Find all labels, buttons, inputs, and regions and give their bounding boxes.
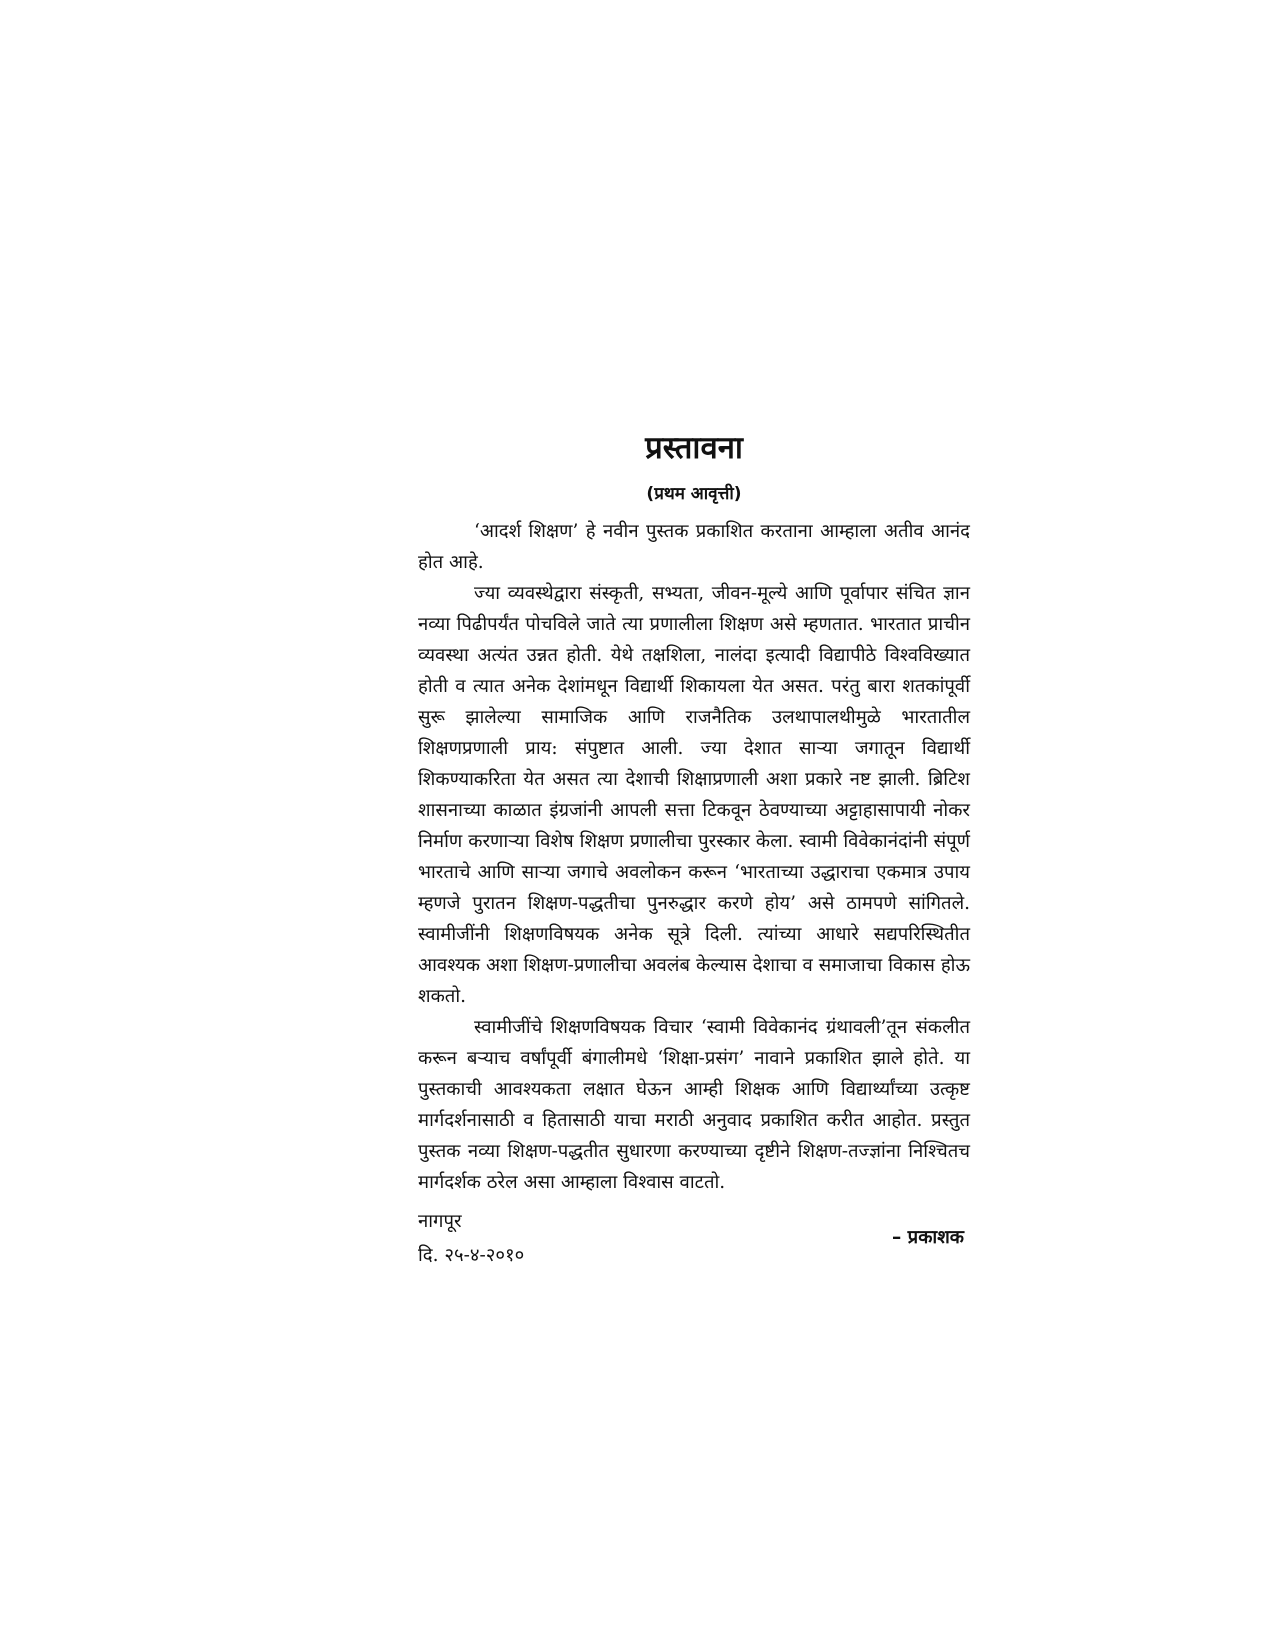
body-text <box>418 516 970 1198</box>
publisher-signature: – प्रकाशक <box>891 1227 964 1248</box>
date-label: दि. २५-४-२०१० <box>418 1245 525 1266</box>
page-title: प्रस्तावना <box>645 430 743 466</box>
edition-subtitle: (प्रथम आवृत्ती) <box>646 484 742 504</box>
paragraph-3: स्वामीजींचे शिक्षणविषयक विचार ‘स्वामी विवेकानंद ग्रंथावली’तून संकलीत करून बऱ्याच वर्षांपूर्वी बंगालीमधे ‘शिक्षा-प्रसंग’ नावाने प्रकाशित झाले होते. या पुस्तकाची आवश्यकता लक्षात घेऊन आम्ही शिक्षक आणि विद्यार्थ्यांच्या उत्कृष्ट मार्गदर्शनासाठी व हितासाठी याचा मराठी अनुवाद प्रकाशित करीत आहोत. प्रस्तुत पुस्तक नव्या शिक्षण-पद्धतीत सुधारणा करण्याच्या दृष्टीने शिक्षण-तज्ज्ञांना निश्चितच मार्गदर्शक ठरेल असा आम्हाला विश्वास वाटतो. <box>418 1017 970 1193</box>
place-label: नागपूर <box>418 1211 462 1232</box>
paragraph-1: ‘आदर्श शिक्षण’ हे नवीन पुस्तक प्रकाशित करताना आम्हाला अतीव आनंद होत आहे. <box>418 521 970 573</box>
footer <box>418 1206 970 1286</box>
document-page <box>418 428 970 1286</box>
paragraph-2: ज्या व्यवस्थेद्वारा संस्कृती, सभ्यता, जीवन-मूल्ये आणि पूर्वापार संचित ज्ञान नव्या पिढीपर्यंत पोचविले जाते त्या प्रणालीला शिक्षण असे म्हणतात. भारतात प्राचीन व्यवस्था अत्यंत उन्नत होती. येथे तक्षशिला, नालंदा इत्यादी विद्यापीठे विश्वविख्यात होती व त्यात अनेक देशांमधून विद्यार्थी शिकायला येत असत. परंतु बारा शतकांपूर्वी सुरू झालेल्या सामाजिक आणि राजनैतिक उलथापालथीमुळे भारतातील शिक्षणप्रणाली प्राय: संपुष्टात आली. ज्या देशात साऱ्या जगातून विद्यार्थी शिकण्याकरिता येत असत त्या देशाची शिक्षाप्रणाली अशा प्रकारे नष्ट झाली. ब्रिटिश शासनाच्या काळात इंग्रजांनी आपली सत्ता टिकवून ठेवण्याच्या अट्टाहासापायी नोकर निर्माण करणाऱ्या विशेष शिक्षण प्रणालीचा पुरस्कार केला. स्वामी विवेकानंदांनी संपूर्ण भारताचे आणि साऱ्या जगाचे अवलोकन करून ‘भारताच्या उद्धाराचा एकमात्र उपाय म्हणजे पुरातन शिक्षण-पद्धतीचा पुनरुद्धार करणे होय’ असे ठामपणे सांगितले. स्वामीजींनी शिक्षणविषयक अनेक सूत्रे दिली. त्यांच्या आधारे सद्यपरिस्थितीत आवश्यक अशा शिक्षण-प्रणालीचा अवलंब केल्यास देशाचा व समाजाचा विकास होऊ शकतो. <box>418 583 970 1007</box>
